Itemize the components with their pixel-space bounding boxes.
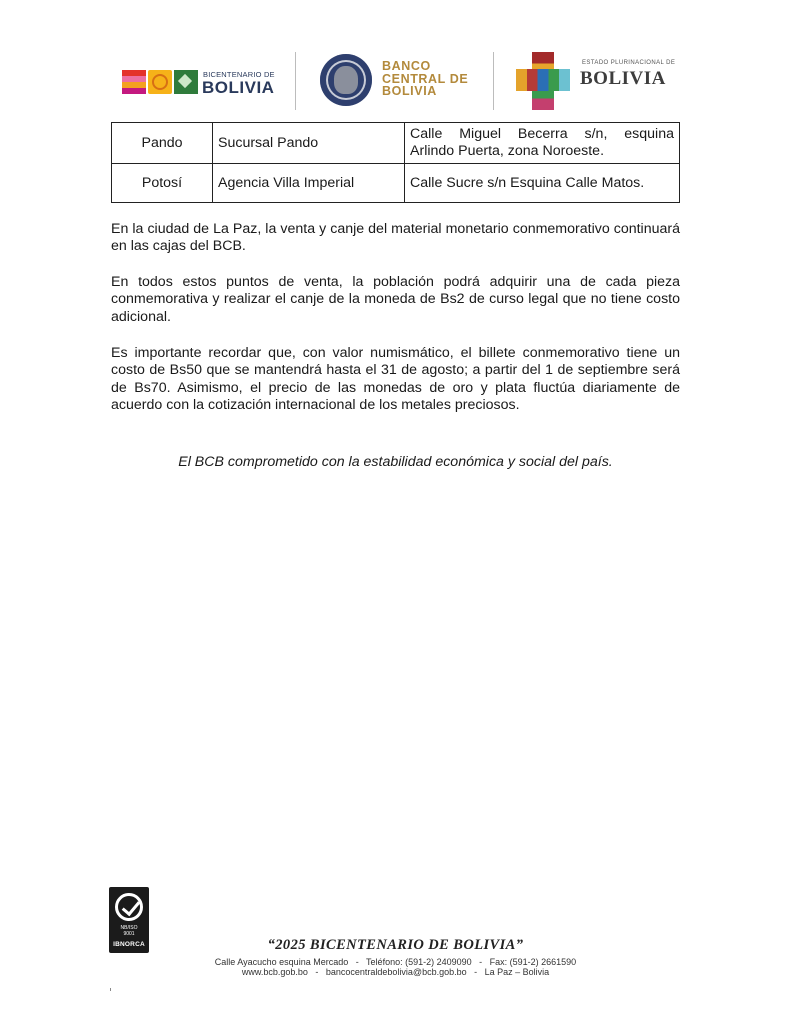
letterhead [118, 48, 678, 112]
textile-emblem-icon [174, 70, 198, 94]
department-cell: Potosí [112, 164, 213, 203]
department-cell: Pando [112, 123, 213, 164]
checkmark-icon [115, 893, 143, 921]
paragraph-la-paz: En la ciudad de La Paz, la venta y canje del material monetario conmemorativo continuará en las cajas del BCB. [111, 221, 680, 255]
table-row [112, 123, 680, 164]
paragraph-prices: Es importante recordar que, con valor numismático, el billete conmemorativo tiene un costo de Bs50 que se mantendrá hasta el 31 de agosto; a partir del 1 de septiembre será de Bs70. Asimismo, el precio de las monedas de oro y plata fluctúa diariamente de acuerdo con la cotización internacional de los metales preciosos. [111, 345, 680, 414]
closing-slogan: El BCB comprometido con la estabilidad económica y social del país. [178, 454, 613, 470]
iso-standard-text [109, 925, 149, 937]
bicentenario-big-text: BOLIVIA [202, 78, 275, 97]
bcb-line-1: BANCO [382, 59, 431, 73]
footer-contact-line: Calle Ayacucho esquina Mercado - Teléfono: (591-2) 2409090 - Fax: (591-2) 2661590 [214, 957, 577, 967]
iso-line-1: NB/ISO [120, 925, 138, 931]
address-line: Calle Miguel Becerra s/n, esquina [410, 126, 674, 142]
address-cell: Calle Sucre s/n Esquina Calle Matos. [405, 164, 680, 203]
office-cell: Agencia Villa Imperial [213, 164, 405, 203]
header-divider [295, 52, 296, 110]
header-divider [493, 52, 494, 110]
spiral-icon [148, 70, 172, 94]
bcb-seal-icon [320, 54, 372, 106]
branch-table [111, 122, 680, 203]
page-mark [110, 988, 111, 991]
estado-big-text: BOLIVIA [580, 68, 666, 89]
bicentenario-small-text: BICENTENARIO DE [203, 70, 275, 79]
bcb-line-3: BOLIVIA [382, 84, 437, 98]
ibnorca-text: IBNORCA [113, 941, 145, 948]
table-row [112, 164, 680, 203]
office-cell: Sucursal Pando [213, 123, 405, 164]
address-line: Arlindo Puerta, zona Noroeste. [410, 143, 605, 159]
bicentenario-logo [122, 70, 298, 96]
bicentenario-pattern-icon [122, 70, 146, 94]
estado-small-text: ESTADO PLURINACIONAL DE [582, 60, 676, 66]
iso-line-2: 9001 [123, 931, 135, 937]
paragraph-points-of-sale: En todos estos puntos de venta, la población podrá adquirir una de cada pieza conmemorativa y realizar el canje de la moneda de Bs2 de curso legal que no tiene costo adicional. [111, 274, 680, 325]
address-cell [405, 123, 680, 164]
footer-title: “2025 BICENTENARIO DE BOLIVIA” [267, 937, 524, 953]
chakana-emblem-icon [516, 52, 570, 110]
bcb-logo-text [382, 60, 468, 98]
bcb-line-2: CENTRAL DE [382, 71, 469, 86]
footer-web-line: www.bcb.gob.bo - bancocentraldebolivia@bcb.gob.bo - La Paz – Bolivia [241, 967, 550, 977]
